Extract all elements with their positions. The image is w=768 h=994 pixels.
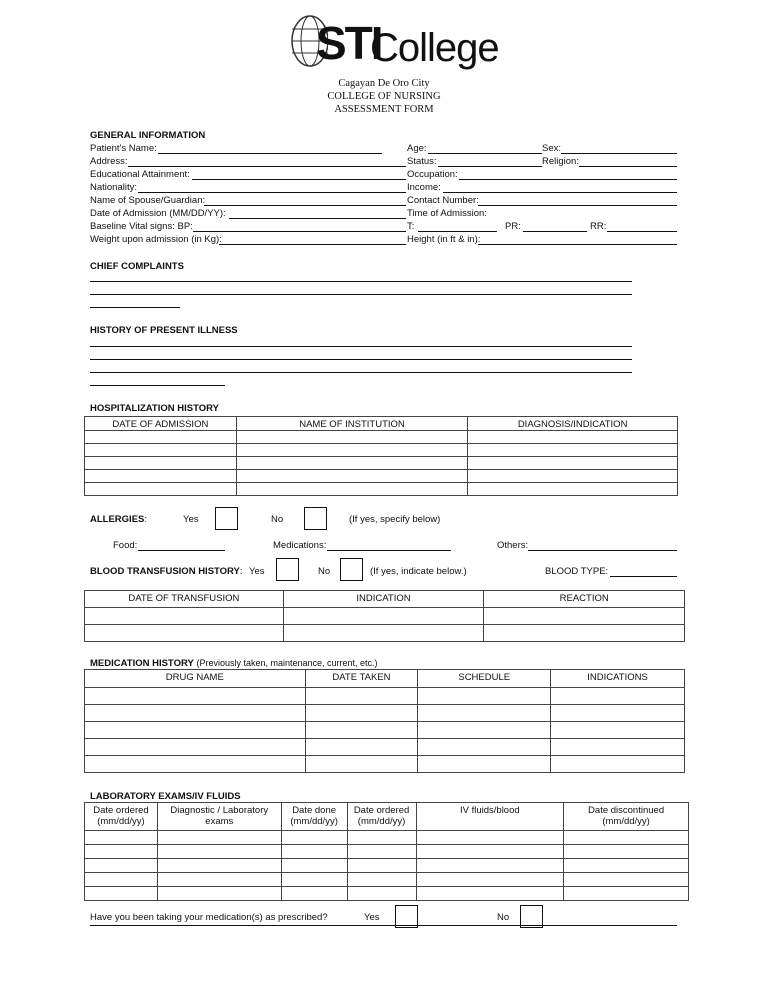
general-info-title: GENERAL INFORMATION (90, 130, 206, 141)
allergies-yes-label: Yes (183, 514, 199, 525)
vitals-bp-field[interactable] (193, 231, 406, 232)
col-date-transfusion: DATE OF TRANSFUSION (85, 591, 284, 608)
table-row[interactable] (85, 756, 685, 773)
weight-label: Weight upon admission (in Kg): (90, 234, 222, 245)
table-row[interactable] (85, 831, 689, 845)
allergies-label: ALLERGIES: (90, 514, 148, 525)
table-row[interactable] (85, 739, 685, 756)
chief-complaints-title: CHIEF COMPLAINTS (90, 261, 184, 272)
col-schedule: SCHEDULE (418, 670, 551, 688)
table-row[interactable] (85, 722, 685, 739)
nationality-label: Nationality: (90, 182, 137, 193)
chief-complaints-line[interactable] (90, 294, 632, 295)
allergies-yes-checkbox[interactable] (215, 507, 238, 530)
contact-field[interactable] (478, 205, 677, 206)
spouse-field[interactable] (204, 205, 406, 206)
chief-complaints-line[interactable] (90, 281, 632, 282)
age-label: Age: (407, 143, 427, 154)
present-illness-line[interactable] (90, 385, 225, 386)
admission-date-label: Date of Admission (MM/DD/YY): (90, 208, 226, 219)
col-indication: INDICATION (283, 591, 484, 608)
temp-label: T: (407, 221, 415, 232)
height-label: Height (in ft & in): (407, 234, 481, 245)
rr-label: RR: (590, 221, 607, 232)
compliance-yes-label: Yes (364, 912, 380, 923)
allergies-note: (If yes, specify below) (349, 514, 441, 525)
present-illness-line[interactable] (90, 359, 632, 360)
col-iv-fluids: IV fluids/blood (416, 803, 564, 831)
col-lab-date-ordered: Date ordered (mm/dd/yy) (85, 803, 158, 831)
col-date-admission: DATE OF ADMISSION (85, 417, 237, 431)
table-row[interactable] (85, 444, 678, 457)
time-admission-label: Time of Admission: (407, 208, 487, 219)
table-row[interactable] (85, 845, 689, 859)
medication-table (84, 669, 685, 773)
col-diagnosis: DIAGNOSIS/INDICATION (468, 417, 678, 431)
table-row[interactable] (85, 608, 685, 625)
hospitalization-table (84, 416, 678, 496)
col-indications: INDICATIONS (551, 670, 685, 688)
header-city: Cagayan De Oro City (338, 78, 430, 89)
blood-transfusion-label: BLOOD TRANSFUSION HISTORY: (90, 566, 243, 577)
col-iv-date-discontinued: Date discontinued (mm/dd/yy) (564, 803, 689, 831)
compliance-no-label: No (497, 912, 510, 923)
col-lab-exams: Diagnostic / Laboratory exams (157, 803, 281, 831)
table-row[interactable] (85, 431, 678, 444)
table-row[interactable] (85, 483, 678, 496)
blood-no-label: No (318, 566, 331, 577)
col-drug-name: DRUG NAME (85, 670, 306, 688)
address-field[interactable] (128, 166, 406, 167)
allergies-no-checkbox[interactable] (304, 507, 327, 530)
medications-label: Medications: (273, 540, 327, 551)
admission-date-field[interactable] (229, 218, 406, 219)
food-label: Food: (113, 540, 138, 551)
spouse-label: Name of Spouse/Guardian: (90, 195, 206, 206)
nationality-field[interactable] (138, 192, 406, 193)
blood-no-checkbox[interactable] (340, 558, 363, 581)
header-college: COLLEGE OF NURSING (327, 91, 441, 102)
blood-yes-checkbox[interactable] (276, 558, 299, 581)
compliance-underline (90, 925, 677, 926)
contact-label: Contact Number: (407, 195, 479, 206)
present-illness-line[interactable] (90, 346, 632, 347)
col-institution: NAME OF INSTITUTION (236, 417, 468, 431)
others-field[interactable] (528, 550, 677, 551)
present-illness-line[interactable] (90, 372, 632, 373)
table-row[interactable] (85, 887, 689, 901)
table-row[interactable] (85, 688, 685, 705)
vitals-bp-label: Baseline Vital signs: BP: (90, 221, 193, 232)
address-label: Address: (90, 156, 128, 167)
hospitalization-title: HOSPITALIZATION HISTORY (90, 403, 219, 414)
food-field[interactable] (138, 550, 225, 551)
present-illness-title: HISTORY OF PRESENT ILLNESS (90, 325, 238, 336)
col-iv-date-ordered: Date ordered (mm/dd/yy) (347, 803, 416, 831)
rr-field[interactable] (607, 231, 677, 232)
blood-type-label: BLOOD TYPE: (545, 566, 609, 577)
allergies-no-label: No (271, 514, 284, 525)
blood-type-field[interactable] (610, 576, 677, 577)
table-row[interactable] (85, 457, 678, 470)
table-row[interactable] (85, 859, 689, 873)
compliance-question: Have you been taking your medication(s) as prescribed? (90, 912, 328, 923)
patient-name-label: Patient's Name: (90, 143, 157, 154)
others-label: Others: (497, 540, 529, 551)
height-field[interactable] (478, 244, 677, 245)
pr-field[interactable] (523, 231, 587, 232)
logo-college-text: College (370, 26, 499, 70)
temp-field[interactable] (418, 231, 497, 232)
religion-label: Religion: (542, 156, 579, 167)
medications-field[interactable] (327, 550, 451, 551)
col-lab-date-done: Date done (mm/dd/yy) (281, 803, 347, 831)
col-date-taken: DATE TAKEN (305, 670, 418, 688)
sex-field[interactable] (561, 153, 677, 154)
table-row[interactable] (85, 625, 685, 642)
logo-sti-text: STI (316, 17, 382, 69)
lab-exams-title: LABORATORY EXAMS/IV FLUIDS (90, 791, 241, 802)
education-label: Educational Attainment: (90, 169, 190, 180)
table-row[interactable] (85, 470, 678, 483)
weight-field[interactable] (219, 244, 406, 245)
medication-history-label: MEDICATION HISTORY (Previously taken, maintenance, current, etc.) (90, 658, 378, 669)
table-row[interactable] (85, 873, 689, 887)
col-reaction: REACTION (484, 591, 685, 608)
occupation-label: Occupation: (407, 169, 458, 180)
education-field[interactable] (192, 179, 406, 180)
form-title: ASSESSMENT FORM (334, 104, 434, 115)
age-field[interactable] (428, 153, 542, 154)
status-label: Status: (407, 156, 437, 167)
transfusion-table (84, 590, 685, 642)
pr-label: PR: (505, 221, 521, 232)
income-label: Income: (407, 182, 441, 193)
income-field[interactable] (443, 192, 677, 193)
chief-complaints-line[interactable] (90, 307, 180, 308)
table-row[interactable] (85, 705, 685, 722)
lab-table (84, 802, 689, 901)
patient-name-field[interactable] (158, 153, 382, 154)
status-field[interactable] (438, 166, 542, 167)
sex-label: Sex: (542, 143, 562, 154)
blood-yes-label: Yes (249, 566, 265, 577)
blood-note: (If yes, indicate below.) (370, 566, 467, 577)
occupation-field[interactable] (459, 179, 677, 180)
religion-field[interactable] (579, 166, 677, 167)
